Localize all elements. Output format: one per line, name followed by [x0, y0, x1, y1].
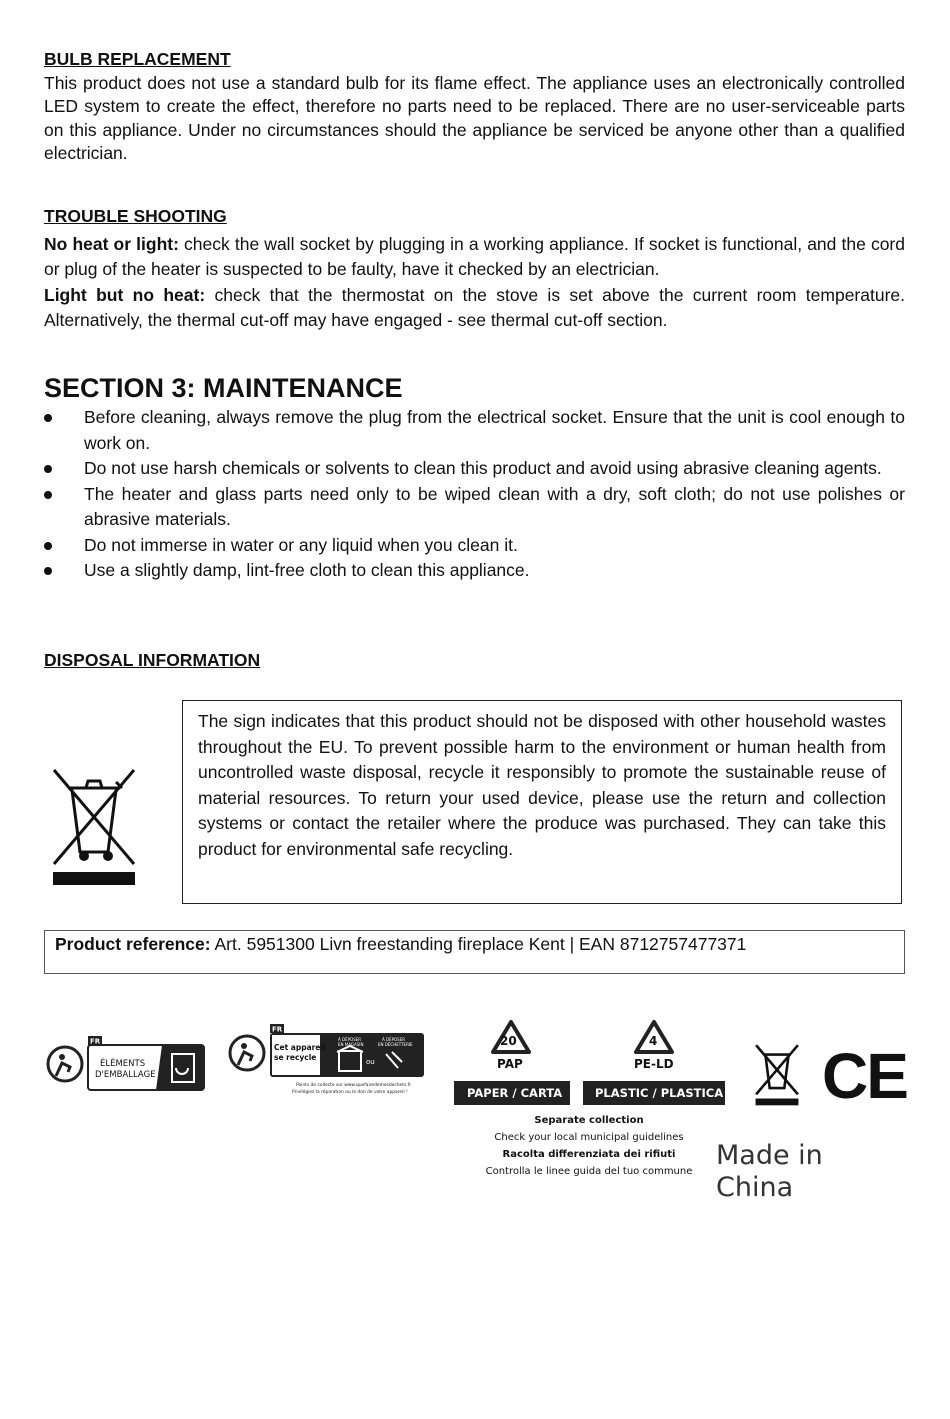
- svg-text:D'EMBALLAGE: D'EMBALLAGE: [95, 1070, 156, 1080]
- troubleshooting-heading: TROUBLE SHOOTING: [44, 206, 227, 226]
- list-item: Do not use harsh chemicals or solvents to clean this product and avoid using abrasive cleaning agents.: [44, 456, 905, 482]
- svg-text:PAPER / CARTA: PAPER / CARTA: [467, 1086, 563, 1100]
- svg-text:À DÉPOSER: À DÉPOSER: [382, 1037, 406, 1042]
- svg-text:EN MAGASIN: EN MAGASIN: [338, 1042, 364, 1047]
- product-reference-text: Art. 5951300 Livn freestanding fireplace Kent | EAN 8712757477371: [210, 934, 747, 954]
- svg-text:ÉLÉMENTS: ÉLÉMENTS: [100, 1059, 146, 1069]
- svg-text:4: 4: [649, 1034, 658, 1048]
- svg-text:PE-LD: PE-LD: [634, 1057, 674, 1071]
- list-item: The heater and glass parts need only to be wiped clean with a dry, soft cloth; do not use polishes or abrasive materials.: [44, 482, 905, 533]
- bullet-icon: [44, 491, 52, 499]
- troubleshooting-item: [44, 232, 905, 283]
- troubleshooting-item: [44, 283, 905, 334]
- origin-label: Made in China: [716, 1140, 823, 1203]
- svg-text:FR: FR: [272, 1025, 283, 1034]
- triman-packaging-logo: [44, 1036, 206, 1092]
- maintenance-list: [44, 405, 905, 584]
- bullet-icon: [44, 414, 52, 422]
- peld-recycling-logo: [582, 1016, 726, 1106]
- svg-text:Cet appareil: Cet appareil: [274, 1043, 326, 1052]
- ce-mark: CE: [822, 1040, 907, 1112]
- svg-text:PLASTIC / PLASTICA: PLASTIC / PLASTICA: [595, 1086, 724, 1100]
- bullet-icon: [44, 542, 52, 550]
- svg-text:Points de collecte sur www.que: Points de collecte sur www.quefairedemesdechets.fr: [296, 1083, 412, 1088]
- bulb-section: [44, 48, 905, 166]
- product-reference-box: [44, 930, 905, 974]
- disposal-heading: DISPOSAL INFORMATION: [44, 650, 261, 670]
- pap-recycling-logo: [453, 1016, 571, 1106]
- troubleshooting-section: [44, 205, 905, 334]
- list-item: Before cleaning, always remove the plug from the electrical socket. Ensure that the unit is cool enough to work on.: [44, 405, 905, 456]
- bulb-heading: BULB REPLACEMENT: [44, 49, 231, 69]
- maintenance-section: [44, 371, 905, 584]
- disposal-box: [182, 700, 902, 904]
- bullet-icon: [44, 465, 52, 473]
- disposal-body: The sign indicates that this product should not be disposed with other household wastes throughout the EU. To prevent possible harm to the environment or human health from uncontrolled waste disposal, recycle it responsibly to promote the sustainable reuse of material resources. To return your used device, please use the return and collection systems or contact the retailer where the produce was purchased. They can take this product for environmental safe recycling.: [198, 711, 886, 859]
- troubleshooting-label: Light but no heat:: [44, 284, 206, 305]
- svg-text:EN DÉCHETTERIE: EN DÉCHETTERIE: [378, 1042, 413, 1047]
- svg-text:À DÉPOSER: À DÉPOSER: [338, 1037, 362, 1042]
- svg-text:Privilégiez la réparation ou l: Privilégiez la réparation ou le don de votre appareil !: [292, 1090, 408, 1095]
- list-item: Use a slightly damp, lint-free cloth to clean this appliance.: [44, 558, 905, 584]
- bulb-body: This product does not use a standard bulb for its flame effect. The appliance uses an electronically controlled LED system to create the effect, therefore no parts need to be replaced. There are no user-serviceable parts on this appliance. Under no circumstances should the appliance be serviced be anyone other than a qualified electrician.: [44, 72, 905, 163]
- crossed-bin-icon: [50, 768, 138, 886]
- troubleshooting-label: No heat or light:: [44, 233, 179, 254]
- label-logos: [44, 1016, 907, 1203]
- triman-appliance-logo: [226, 1024, 426, 1100]
- maintenance-heading: SECTION 3: MAINTENANCE: [44, 373, 403, 403]
- svg-text:20: 20: [500, 1034, 517, 1048]
- svg-text:ou: ou: [366, 1058, 375, 1066]
- separate-collection-notice: Separate collection Check your local municipal guidelines Racolta differenziata dei rifiuti Controlla le linee guida del tuo commune: [485, 1115, 693, 1177]
- list-item: Do not immerse in water or any liquid when you clean it.: [44, 533, 905, 559]
- svg-text:PAP: PAP: [497, 1057, 523, 1071]
- product-reference-label: Product reference:: [55, 934, 211, 954]
- svg-text:se recycle: se recycle: [274, 1053, 317, 1062]
- disposal-row: [44, 700, 905, 906]
- troubleshooting-text: check the wall socket by plugging in a working appliance. If socket is functional, and the cord or plug of the heater is suspected to be faulty, have it checked by an electrician.: [44, 233, 905, 279]
- svg-text:FR: FR: [90, 1037, 101, 1046]
- crossed-bin-small-icon: [754, 1044, 800, 1106]
- troubleshooting-text: check that the thermostat on the stove is set above the current room temperature. Alternatively, the thermal cut-off may have engaged - see thermal cut-off section.: [44, 284, 906, 330]
- bullet-icon: [44, 567, 52, 575]
